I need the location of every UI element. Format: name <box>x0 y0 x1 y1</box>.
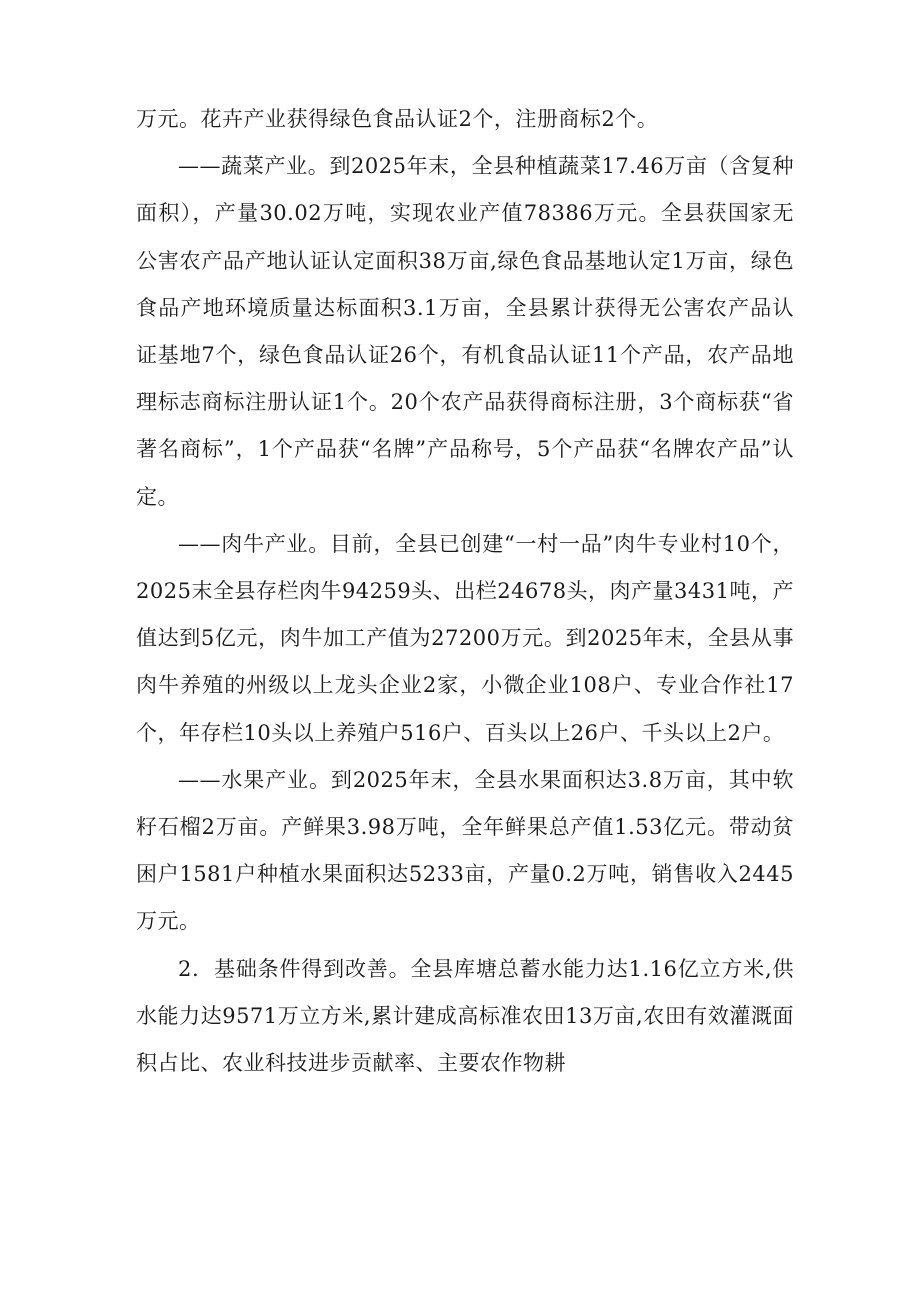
paragraph-fruit-industry: ——水果产业。到2025年末，全县水果面积达3.8万亩，其中软籽石榴2万亩。产鲜果3.98万吨，全年鲜果总产值1.53亿元。带动贫困户1581户种植水果面积达5233亩，产量0.2万吨，销售收入2445万元。 <box>136 767 794 934</box>
paragraph-flower-industry-end: 万元。花卉产业获得绿色食品认证2个，注册商标2个。 <box>136 107 659 131</box>
paragraph-infrastructure: 2．基础条件得到改善。全县库塘总蓄水能力达1.16亿立方米,供水能力达9571万立方米,累计建成高标准农田13万亩,农田有效灌溉面积占比、农业科技进步贡献率、主要农作物耕 <box>136 956 794 1076</box>
paragraph-beef-cattle-industry: ——肉牛产业。目前，全县已创建“一村一品”肉牛专业村10个，2025末全县存栏肉牛94259头、出栏24678头，肉产量3431吨，产值达到5亿元，肉牛加工产值为27200万元。到2025年末，全县从事肉牛养殖的州级以上龙头企业2家，小微企业108户、专业合作社17个，年存栏10头以上养殖户516户、百头以上26户、千头以上2户。 <box>136 531 794 745</box>
paragraph-vegetable-industry: ——蔬菜产业。到2025年末，全县种植蔬菜17.46万亩（含复种面积），产量30.02万吨，实现农业产值78386万元。全县获国家无公害农产品产地认证认定面积38万亩,绿色食品基地认定1万亩，绿色食品产地环境质量达标面积3.1万亩，全县累计获得无公害农产品认证基地7个，绿色食品认证26个，有机食品认证11个产品，农产品地理标志商标注册认证1个。20个农产品获得商标注册，3个商标获“省著名商标”，1个产品获“名牌”产品称号，5个产品获“名牌农产品”认定。 <box>136 154 794 509</box>
document-body <box>136 96 794 1087</box>
